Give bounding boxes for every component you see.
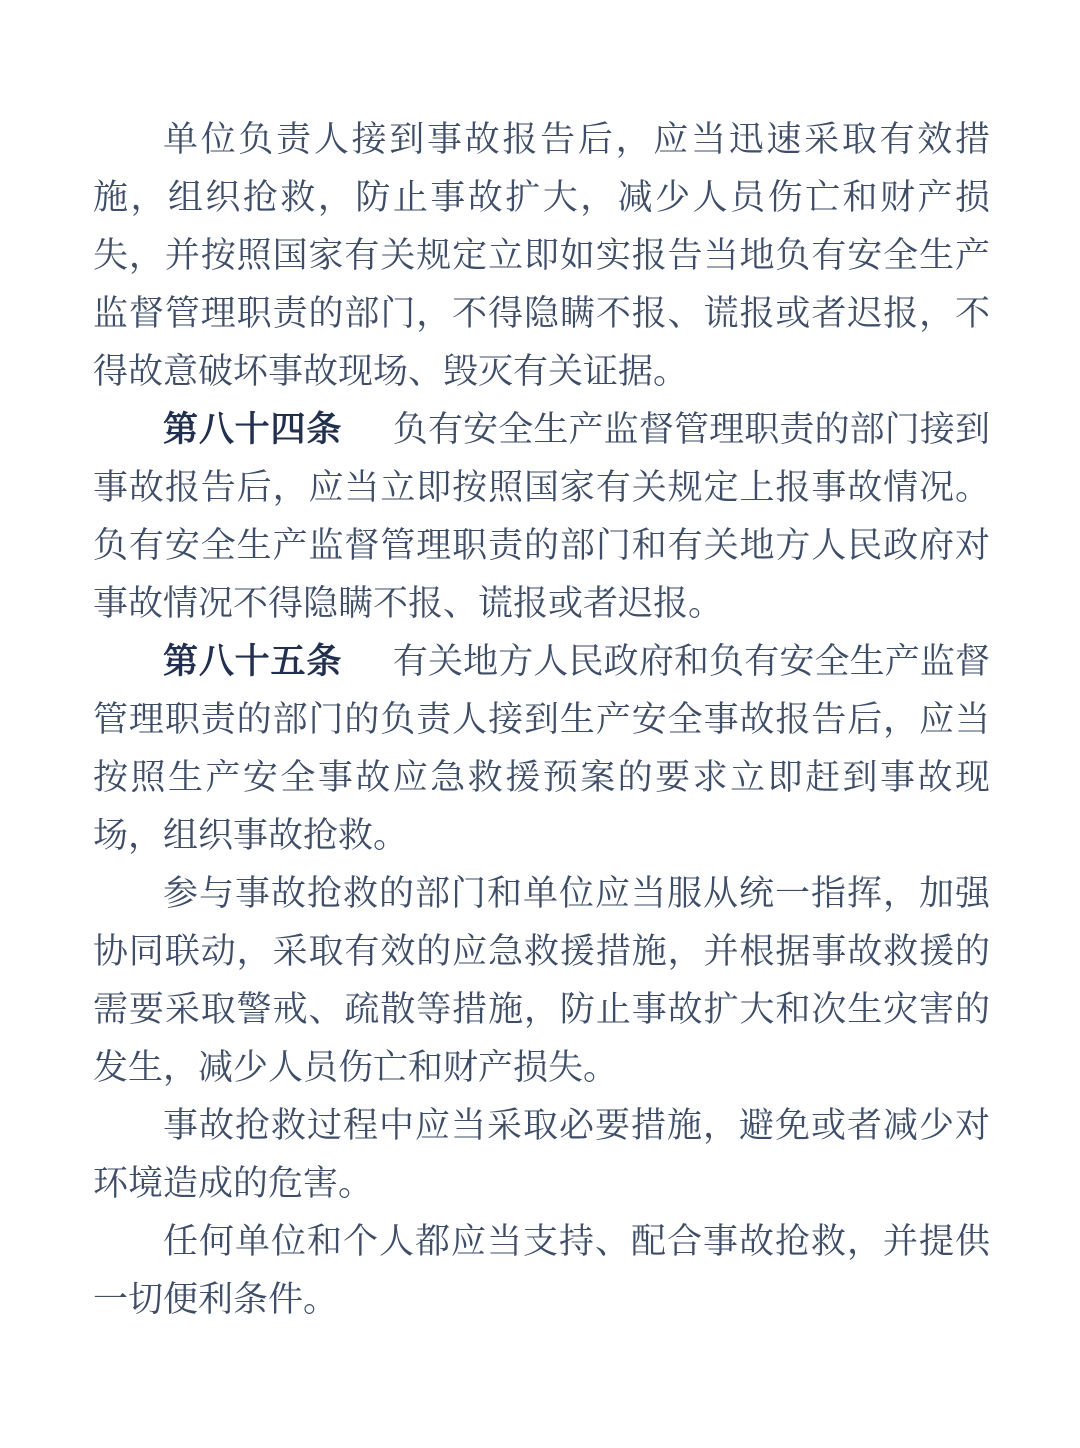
paragraph-text: 事故抢救过程中应当采取必要措施，避免或者减少对环境造成的危害。: [93, 1106, 990, 1203]
paragraph: [93, 1097, 990, 1213]
paragraph: [93, 111, 990, 401]
law-text-block: [93, 111, 990, 1329]
paragraph-article-85: [93, 633, 990, 865]
paragraph-article-84: [93, 401, 990, 633]
paragraph-text: 参与事故抢救的部门和单位应当服从统一指挥，加强协同联动，采取有效的应急救援措施，并根据事故救援的需要采取警戒、疏散等措施，防止事故扩大和次生灾害的发生，减少人员伤亡和财产损失。: [93, 874, 990, 1087]
article-number: 第八十四条: [163, 410, 343, 449]
paragraph-text: 单位负责人接到事故报告后，应当迅速采取有效措施，组织抢救，防止事故扩大，减少人员伤亡和财产损失，并按照国家有关规定立即如实报告当地负有安全生产监督管理职责的部门，不得隐瞒不报、谎报或者迟报，不得故意破坏事故现场、毁灭有关证据。: [93, 120, 990, 391]
paragraph-text: 任何单位和个人都应当支持、配合事故抢救，并提供一切便利条件。: [93, 1222, 990, 1319]
paragraph: [93, 1213, 990, 1329]
article-number: 第八十五条: [163, 642, 343, 681]
paragraph: [93, 865, 990, 1097]
paragraph-text: 有关地方人民政府和负有安全生产监督管理职责的部门的负责人接到生产安全事故报告后，应当按照生产安全事故应急救援预案的要求立即赶到事故现场，组织事故抢救。: [93, 642, 990, 855]
paragraph-text: 负有安全生产监督管理职责的部门接到事故报告后，应当立即按照国家有关规定上报事故情况。负有安全生产监督管理职责的部门和有关地方人民政府对事故情况不得隐瞒不报、谎报或者迟报。: [93, 410, 990, 623]
